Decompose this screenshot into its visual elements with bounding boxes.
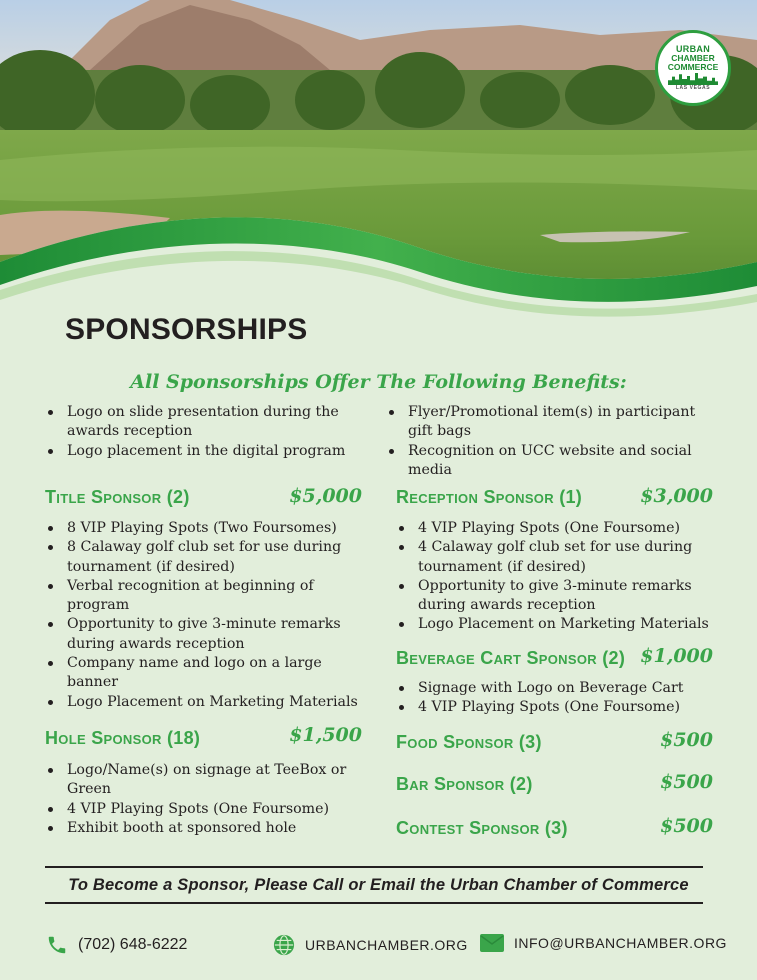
list-item: 4 VIP Playing Spots (One Foursome) bbox=[45, 800, 355, 819]
list-item: Flyer/Promotional item(s) in participant gift bags bbox=[386, 403, 716, 442]
list-item: Company name and logo on a large banner bbox=[45, 654, 370, 693]
envelope-icon bbox=[480, 934, 504, 952]
email-link[interactable]: INFO@URBANCHAMBER.ORG bbox=[514, 935, 727, 951]
email-contact[interactable] bbox=[480, 934, 727, 952]
title-sponsor-heading: Title Sponsor (2) bbox=[45, 487, 190, 507]
phone-icon bbox=[46, 934, 68, 956]
list-item: 8 VIP Playing Spots (Two Foursomes) bbox=[45, 519, 370, 538]
list-item: 4 VIP Playing Spots (One Foursome) bbox=[396, 519, 716, 538]
hole-sponsor-price: $1,500 bbox=[289, 724, 362, 746]
logo-line-commerce: COMMERCE bbox=[667, 61, 719, 72]
benefits-list-left bbox=[45, 403, 363, 461]
beverage-sponsor-heading: Beverage Cart Sponsor (2) bbox=[396, 648, 626, 668]
list-item: Signage with Logo on Beverage Cart bbox=[396, 679, 716, 698]
urban-chamber-logo bbox=[655, 30, 731, 106]
bar-sponsor-heading: Bar Sponsor (2) bbox=[396, 774, 533, 794]
list-item: Logo Placement on Marketing Materials bbox=[45, 693, 370, 712]
contest-sponsor-heading: Contest Sponsor (3) bbox=[396, 818, 568, 838]
website-contact[interactable] bbox=[273, 934, 468, 956]
logo-line-chamber: CHAMBER bbox=[671, 53, 715, 63]
beverage-sponsor-list bbox=[396, 679, 716, 718]
logo-line-lasvegas: LAS VEGAS bbox=[675, 85, 711, 91]
beverage-sponsor-price: $1,000 bbox=[640, 645, 713, 667]
cta-rule-bottom bbox=[45, 902, 703, 904]
reception-sponsor-list bbox=[396, 519, 716, 635]
list-item: 4 VIP Playing Spots (One Foursome) bbox=[396, 698, 716, 717]
list-item: 4 Calaway golf club set for use during tournament (if desired) bbox=[396, 538, 716, 577]
reception-sponsor-heading: Reception Sponsor (1) bbox=[396, 487, 583, 507]
website-link[interactable]: URBANCHAMBER.ORG bbox=[305, 937, 468, 953]
page-title: SPONSORSHIPS bbox=[65, 313, 308, 346]
skyline-icon bbox=[668, 73, 718, 85]
hero-image bbox=[0, 0, 757, 340]
food-sponsor-heading: Food Sponsor (3) bbox=[396, 732, 542, 752]
list-item: Logo placement in the digital program bbox=[45, 442, 363, 461]
list-item: Verbal recognition at beginning of program bbox=[45, 577, 370, 616]
list-item: Exhibit booth at sponsored hole bbox=[45, 819, 355, 838]
list-item: 8 Calaway golf club set for use during tournament (if desired) bbox=[45, 538, 370, 577]
food-sponsor-price: $500 bbox=[660, 729, 713, 751]
contest-sponsor-price: $500 bbox=[660, 815, 713, 837]
list-item: Logo Placement on Marketing Materials bbox=[396, 615, 716, 634]
globe-icon bbox=[273, 934, 295, 956]
list-item: Opportunity to give 3-minute remarks during awards reception bbox=[396, 577, 716, 616]
benefits-heading: All Sponsorships Offer The Following Benefits: bbox=[130, 371, 627, 393]
phone-contact[interactable] bbox=[46, 934, 187, 956]
phone-number[interactable]: (702) 648-6222 bbox=[78, 936, 188, 953]
benefits-list-right bbox=[386, 403, 716, 480]
cta-rule-top bbox=[45, 866, 703, 868]
list-item: Opportunity to give 3-minute remarks during awards reception bbox=[45, 615, 370, 654]
list-item: Logo/Name(s) on signage at TeeBox or Green bbox=[45, 761, 355, 800]
title-sponsor-list bbox=[45, 519, 370, 712]
title-sponsor-price: $5,000 bbox=[289, 485, 362, 507]
logo-line-urban: URBAN bbox=[676, 44, 710, 54]
list-item: Logo on slide presentation during the awards reception bbox=[45, 403, 363, 442]
bar-sponsor-price: $500 bbox=[660, 771, 713, 793]
list-item: Recognition on UCC website and social media bbox=[386, 442, 716, 481]
hole-sponsor-heading: Hole Sponsor (18) bbox=[45, 728, 201, 748]
hole-sponsor-list bbox=[45, 761, 355, 838]
call-to-action: To Become a Sponsor, Please Call or Email the Urban Chamber of Commerce bbox=[68, 876, 689, 894]
reception-sponsor-price: $3,000 bbox=[640, 485, 713, 507]
golf-course-illustration bbox=[0, 0, 757, 340]
